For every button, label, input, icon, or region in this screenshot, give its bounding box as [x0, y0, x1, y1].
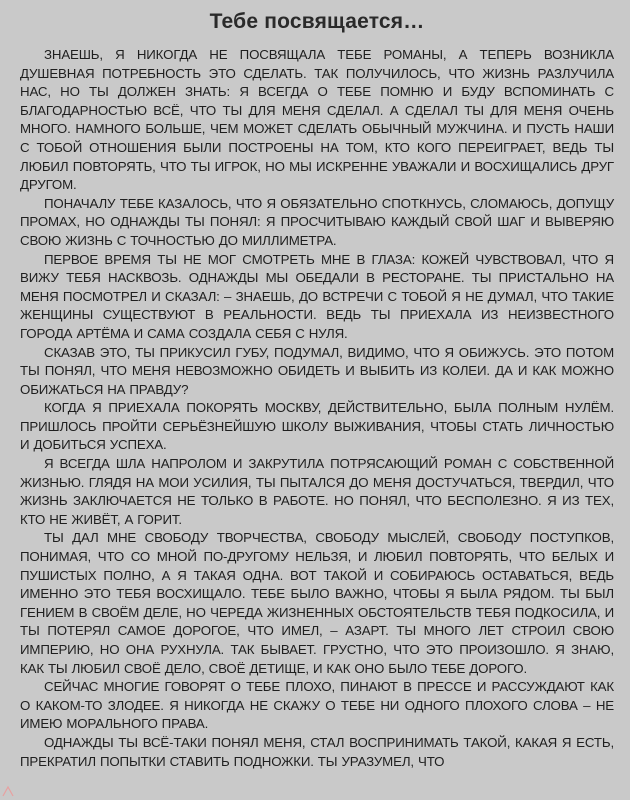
corner-mark-icon [1, 784, 15, 798]
page-title: Тебе посвящается… [209, 10, 425, 33]
paragraph: Я ВСЕГДА ШЛА НАПРОЛОМ И ЗАКРУТИЛА ПОТРЯСАЮЩИЙ РОМАН С СОБСТВЕННОЙ ЖИЗНЬЮ. ГЛЯДЯ НА МОИ УСИЛИЯ, ТЫ ПЫТАЛСЯ ДО МЕНЯ ДОСТУЧАТЬСЯ, ТВЕРДИЛ, ЧТО ЖИЗНЬ ЗАКЛЮЧАЕТСЯ НЕ ТОЛЬКО В РАБОТЕ. НО ПОНЯЛ, ЧТО БЕСПОЛЕЗНО. Я ИЗ ТЕХ, КТО НЕ ЖИВЁТ, А ГОРИТ. [20, 456, 614, 527]
paragraph: ОДНАЖДЫ ТЫ ВСЁ-ТАКИ ПОНЯЛ МЕНЯ, СТАЛ ВОСПРИНИМАТЬ ТАКОЙ, КАКАЯ Я ЕСТЬ, ПРЕКРАТИЛ ПОПЫТКИ СТАВИТЬ ПОДНОЖКИ. ТЫ УРАЗУМЕЛ, ЧТО [20, 734, 614, 769]
paragraph: ТЫ ДАЛ МНЕ СВОБОДУ ТВОРЧЕСТВА, СВОБОДУ МЫСЛЕЙ, СВОБОДУ ПОСТУПКОВ, ПОНИМАЯ, ЧТО СО МНОЙ ПО-ДРУГОМУ НЕЛЬЗЯ, И ЛЮБИЛ ПОВТОРЯТЬ, ЧТО БЕЛЫХ И ПУШИСТЫХ ПОЛНО, А Я ТАКАЯ ОДНА. ВОТ ТАКОЙ И СОБИРАЮСЬ ОСТАВАТЬСЯ, ВЕДЬ ИМЕННО ЭТО ТЕБЯ ВОСХИЩАЛО. ТЕБЕ БЫЛО ВАЖНО, ЧТОБЫ Я БЫЛА РЯДОМ. ТЫ БЫЛ ГЕНИЕМ В СВОЁМ ДЕЛЕ, НО ЧЕРЕДА ЖИЗНЕННЫХ ОБСТОЯТЕЛЬСТВ ТЕБЯ ПОДКОСИЛА, И ТЫ ПОТЕРЯЛ САМОЕ ДОРОГОЕ, ЧТО ИМЕЛ, – АЗАРТ. ТЫ МНОГО ЛЕТ СТРОИЛ СВОЮ ИМПЕРИЮ, НО ОНА РУХНУЛА. ТАК БЫВАЕТ. ГРУСТНО, ЧТО ЭТО ПРОИЗОШЛО. Я ЗНАЮ, КАК ТЫ ЛЮБИЛ СВОЁ ДЕЛО, СВОЁ ДЕТИЩЕ, И КАК ОНО БЫЛО ТЕБЕ ДОРОГО. [20, 530, 614, 676]
paragraph: СКАЗАВ ЭТО, ТЫ ПРИКУСИЛ ГУБУ, ПОДУМАЛ, ВИДИМО, ЧТО Я ОБИЖУСЬ. ЭТО ПОТОМ ТЫ ПОНЯЛ, ЧТО МЕНЯ НЕВОЗМОЖНО ОБИДЕТЬ И ВЫБИТЬ ИЗ КОЛЕИ. ДА И КАК МОЖНО ОБИЖАТЬСЯ НА ПРАВДУ? [20, 344, 614, 397]
body-text [20, 46, 614, 771]
paragraph: ПЕРВОЕ ВРЕМЯ ТЫ НЕ МОГ СМОТРЕТЬ МНЕ В ГЛАЗА: КОЖЕЙ ЧУВСТВОВАЛ, ЧТО Я ВИЖУ ТЕБЯ НАСКВОЗЬ. ОДНАЖДЫ МЫ ОБЕДАЛИ В РЕСТОРАНЕ. ТЫ ПРИСТАЛЬНО НА МЕНЯ ПОСМОТРЕЛ И СКАЗАЛ: – ЗНАЕШЬ, ДО ВСТРЕЧИ С ТОБОЙ Я НЕ ДУМАЛ, ЧТО ТАКИЕ ЖЕНЩИНЫ СУЩЕСТВУЮТ В РЕАЛЬНОСТИ. ВЕДЬ ТЫ ПРИЕХАЛА ИЗ НЕИЗВЕСТНОГО ГОРОДА АРТЁМА И САМА СОЗДАЛА СЕБЯ С НУЛЯ. [20, 251, 614, 341]
paragraph: КОГДА Я ПРИЕХАЛА ПОКОРЯТЬ МОСКВУ, ДЕЙСТВИТЕЛЬНО, БЫЛА ПОЛНЫМ НУЛЁМ. ПРИШЛОСЬ ПРОЙТИ СЕРЬЁЗНЕЙШУЮ ШКОЛУ ВЫЖИВАНИЯ, ЧТОБЫ СТАТЬ ЛИЧНОСТЬЮ И ДОБИТЬСЯ УСПЕХА. [20, 400, 614, 453]
paragraph: ЗНАЕШЬ, Я НИКОГДА НЕ ПОСВЯЩАЛА ТЕБЕ РОМАНЫ, А ТЕПЕРЬ ВОЗНИКЛА ДУШЕВНАЯ ПОТРЕБНОСТЬ ЭТО СДЕЛАТЬ. ТАК ПОЛУЧИЛОСЬ, ЧТО ЖИЗНЬ РАЗЛУЧИЛА НАС, НО ТЫ ДОЛЖЕН ЗНАТЬ: Я ВСЕГДА О ТЕБЕ ПОМНЮ И БУДУ ВСПОМИНАТЬ С БЛАГОДАРНОСТЬЮ ВСЁ, ЧТО ТЫ ДЛЯ МЕНЯ СДЕЛАЛ. А СДЕЛАЛ ТЫ ДЛЯ МЕНЯ ОЧЕНЬ МНОГО. НАМНОГО БОЛЬШЕ, ЧЕМ МОЖЕТ СДЕЛАТЬ ОБЫЧНЫЙ МУЖЧИНА. И ПУСТЬ НАШИ С ТОБОЙ ОТНОШЕНИЯ БЫЛИ ПОСТРОЕНЫ НА ТОМ, КТО КОГО ПЕРЕИГРАЕТ, ВЕДЬ ТЫ ЛЮБИЛ ПОВТОРЯТЬ, ЧТО ТЫ ИГРОК, НО МЫ ИСКРЕННЕ УВАЖАЛИ И ВОСХИЩАЛИСЬ ДРУГ ДРУГОМ. [20, 47, 614, 193]
paragraph: СЕЙЧАС МНОГИЕ ГОВОРЯТ О ТЕБЕ ПЛОХО, ПИНАЮТ В ПРЕССЕ И РАССУЖДАЮТ КАК О КАКОМ-ТО ЗЛОДЕЕ. Я НИКОГДА НЕ СКАЖУ О ТЕБЕ НИ ОДНОГО ПЛОХОГО СЛОВА – НЕ ИМЕЮ МОРАЛЬНОГО ПРАВА. [20, 679, 614, 732]
paragraph: ПОНАЧАЛУ ТЕБЕ КАЗАЛОСЬ, ЧТО Я ОБЯЗАТЕЛЬНО СПОТКНУСЬ, СЛОМАЮСЬ, ДОПУЩУ ПРОМАХ, НО ОДНАЖДЫ ТЫ ПОНЯЛ: Я ПРОСЧИТЫВАЮ КАЖДЫЙ СВОЙ ШАГ И ВЫВЕРЯЮ СВОЮ ЖИЗНЬ С ТОЧНОСТЬЮ ДО МИЛЛИМЕТРА. [20, 195, 614, 248]
